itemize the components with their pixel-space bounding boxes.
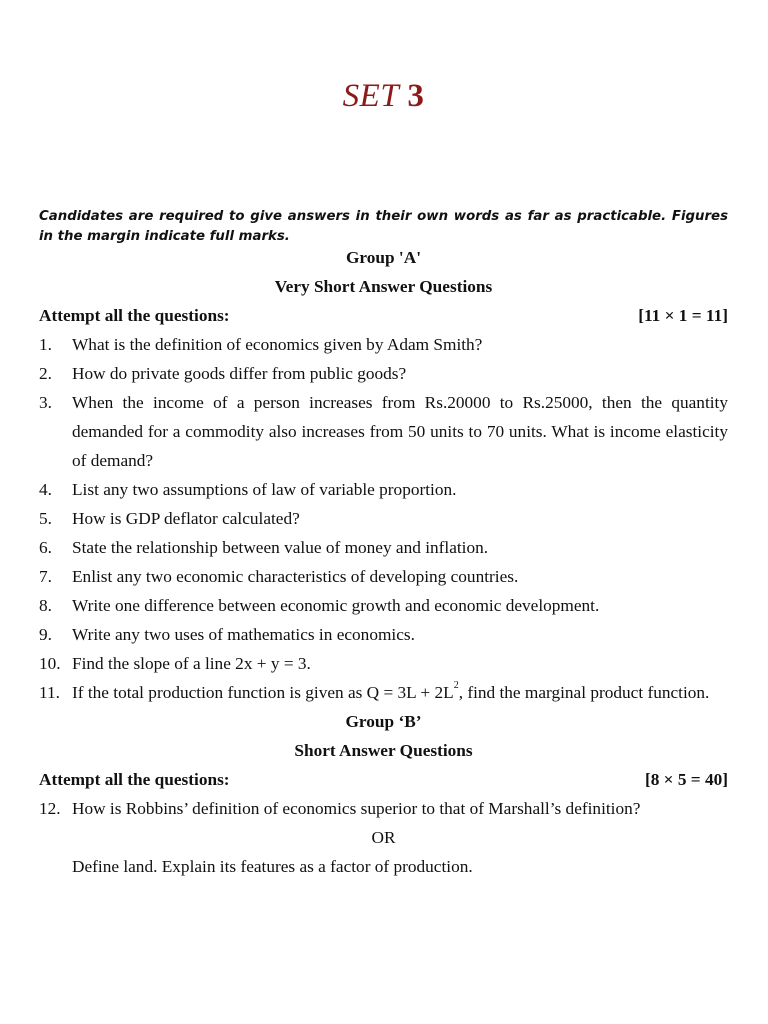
question-number: 5. xyxy=(39,509,52,528)
question-number: 4. xyxy=(39,480,52,499)
question-text: How is GDP deflator calculated? xyxy=(72,509,300,528)
group-a-subheading: Very Short Answer Questions xyxy=(274,277,493,296)
group-a-heading: Group 'A' xyxy=(345,248,422,267)
question-item xyxy=(39,330,728,359)
question-text: How is Robbins’ definition of economics superior to that of Marshall’s definition? xyxy=(72,799,641,818)
question-number: 1. xyxy=(39,335,52,354)
question-number: 7. xyxy=(39,567,52,586)
group-a-question-list xyxy=(39,330,728,707)
question-text: Write one difference between economic growth and economic development. xyxy=(72,596,600,615)
group-a-attempt-label: Attempt all the questions: xyxy=(39,306,230,325)
question-item xyxy=(39,649,728,678)
question-text: List any two assumptions of law of variable proportion. xyxy=(72,480,457,499)
group-b-marks: [8 × 5 = 40] xyxy=(644,770,728,789)
group-b-heading: Group ‘B’ xyxy=(345,712,422,731)
question-item xyxy=(39,359,728,388)
question-text: Find the slope of a line 2x + y = 3. xyxy=(72,654,311,673)
group-a-marks: [11 × 1 = 11] xyxy=(638,306,728,325)
question-item xyxy=(39,504,728,533)
question-number: 11. xyxy=(39,683,60,702)
or-divider: OR xyxy=(371,828,396,847)
question-item xyxy=(39,620,728,649)
group-b-attempt-row xyxy=(39,765,728,794)
question-text: What is the definition of economics given by Adam Smith? xyxy=(72,335,483,354)
question-number: 3. xyxy=(39,393,52,412)
question-text-part: , find the marginal product function. xyxy=(458,683,710,702)
instructions: Candidates are required to give answers in their own words as far as practicable. Figures in the margin indicate full marks. xyxy=(39,209,728,244)
group-a-attempt-row xyxy=(39,301,728,330)
question-text: Write any two uses of mathematics in economics. xyxy=(72,625,415,644)
question-text: When the income of a person increases from Rs.20000 to Rs.25000, then the quantity demanded for a commodity also increases from 50 units to 70 units. What is income elasticity of demand? xyxy=(72,393,728,470)
question-item xyxy=(39,591,728,620)
question-number: 6. xyxy=(39,538,52,557)
question-text: State the relationship between value of money and inflation. xyxy=(72,538,489,557)
question-item xyxy=(39,533,728,562)
group-b-question-list xyxy=(39,794,728,823)
group-b-attempt-label: Attempt all the questions: xyxy=(39,770,230,789)
set-title-prefix: SET xyxy=(342,78,408,114)
question-number: 2. xyxy=(39,364,52,383)
question-item xyxy=(39,794,728,823)
question-number: 9. xyxy=(39,625,52,644)
question-number: 8. xyxy=(39,596,52,615)
question-text: Enlist any two economic characteristics of developing countries. xyxy=(72,567,519,586)
question-text xyxy=(72,678,728,707)
question-number: 10. xyxy=(39,654,61,673)
question-item xyxy=(39,562,728,591)
set-title-number: 3 xyxy=(407,78,425,114)
question-item xyxy=(39,388,728,475)
group-b-subheading: Short Answer Questions xyxy=(294,741,473,760)
question-text-part: If the total production function is given as Q = 3L + 2L xyxy=(72,683,454,702)
page-title xyxy=(39,78,728,115)
superscript: 2 xyxy=(453,680,459,691)
question-text: How do private goods differ from public goods? xyxy=(72,364,407,383)
question-content xyxy=(39,243,728,881)
question-number: 12. xyxy=(39,799,61,818)
alternative-question: Define land. Explain its features as a factor of production. xyxy=(72,857,473,876)
question-item xyxy=(39,678,728,707)
question-item xyxy=(39,475,728,504)
